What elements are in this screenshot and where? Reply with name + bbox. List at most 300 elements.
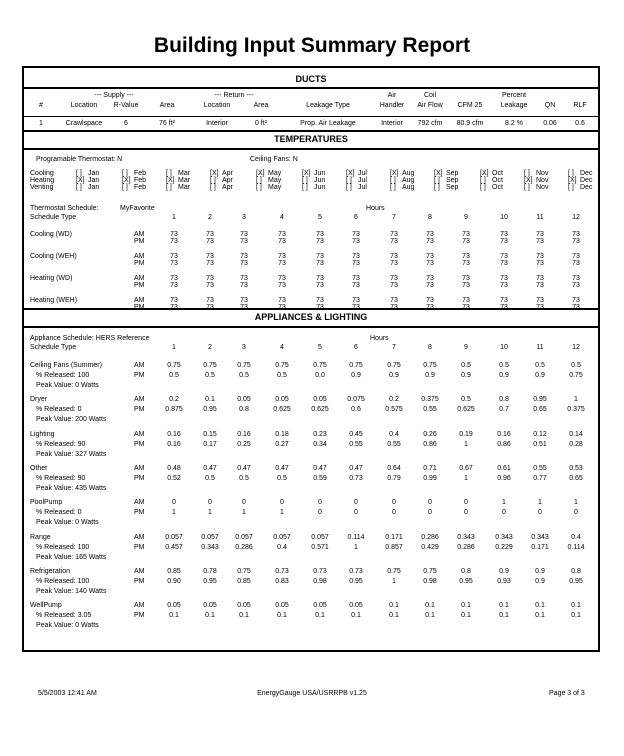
temperatures-header: TEMPERATURES — [274, 134, 348, 144]
am-value: 0.05 — [237, 396, 251, 404]
pm-label: PM — [134, 406, 145, 414]
am-value: 0.8 — [499, 396, 509, 404]
am-label: AM — [134, 464, 145, 472]
month-checkbox: [ ] — [480, 177, 486, 184]
pm-value: 1 — [172, 509, 176, 517]
hour-column-header: 12 — [572, 344, 580, 351]
pm-value: 73 — [352, 304, 360, 311]
month-checkbox: [ ] — [568, 170, 574, 177]
am-value: 0.8 — [571, 567, 581, 575]
am-value: 0.16 — [167, 430, 181, 438]
am-value: 73 — [500, 231, 508, 238]
am-value: 0.1 — [461, 602, 471, 610]
am-value: 73 — [536, 297, 544, 304]
am-value: 73 — [390, 297, 398, 304]
am-value: 0 — [354, 499, 358, 507]
ducts-cell: Interior — [381, 120, 403, 127]
am-value: 0.05 — [313, 396, 327, 404]
am-value: 0.64 — [387, 464, 401, 472]
month-name: Apr — [222, 184, 233, 191]
am-value: 0.1 — [205, 396, 215, 404]
month-checkbox: [ ] — [166, 170, 172, 177]
am-value: 1 — [574, 396, 578, 404]
am-value: 0.73 — [313, 567, 327, 575]
ducts-cell: 1 — [39, 120, 43, 127]
pm-value: 73 — [316, 260, 324, 267]
month-checkbox: [X] — [256, 170, 265, 177]
month-name: Dec — [580, 170, 593, 177]
am-value: 73 — [426, 275, 434, 282]
pm-value: 1 — [392, 577, 396, 585]
am-value: 0.75 — [275, 362, 289, 369]
pm-value: 73 — [572, 282, 580, 289]
am-value: 0.75 — [313, 362, 327, 369]
pm-value: 73 — [500, 304, 508, 311]
am-value: 0.9 — [535, 567, 545, 575]
month-checkbox: [ ] — [122, 184, 128, 191]
am-value: 73 — [170, 231, 178, 238]
ducts-group-label: --- Return --- — [214, 92, 254, 99]
ducts-column-header: CFM 25 — [457, 102, 483, 109]
ducts-header: DUCTS — [295, 74, 327, 84]
am-value: 0.5 — [535, 362, 545, 369]
pm-value: 0.9 — [535, 372, 545, 379]
pm-value: 0.1 — [389, 612, 399, 620]
appliance-released: % Released: 90 — [36, 474, 86, 482]
am-value: 0 — [318, 499, 322, 507]
month-checkbox: [ ] — [568, 184, 574, 191]
ducts-cell: Prop. Air Leakage — [300, 120, 356, 127]
pm-value: 0.95 — [203, 406, 217, 414]
am-value: 0.75 — [387, 362, 401, 369]
pm-value: 0.1 — [277, 612, 287, 620]
pm-value: 0.857 — [385, 543, 403, 551]
am-value: 0.78 — [203, 567, 217, 575]
appliance-peak-value: Peak Value: 140 Watts — [36, 587, 107, 595]
month-checkbox: [X] — [210, 170, 219, 177]
appliances-header-divider — [24, 326, 598, 328]
month-name: Apr — [222, 177, 233, 184]
month-name: Dec — [580, 184, 593, 191]
programmable-thermostat: Programable Thermostat: N — [36, 156, 123, 163]
pm-value: 73 — [352, 282, 360, 289]
pm-value: 0.5 — [205, 474, 215, 482]
am-value: 0.1 — [535, 602, 545, 610]
am-label: AM — [134, 253, 145, 260]
month-checkbox: [X] — [122, 177, 131, 184]
pm-value: 73 — [170, 282, 178, 289]
pm-value: 0.6 — [351, 406, 361, 414]
am-value: 0.1 — [425, 602, 435, 610]
pm-value: 0.0 — [315, 372, 325, 379]
appliance-name: Lighting — [30, 430, 55, 438]
ducts-column-header: Leakage — [500, 102, 528, 109]
pm-value: 0.28 — [569, 440, 583, 448]
footer-date: 5/5/2003 12:41 AM — [38, 690, 97, 697]
month-name: Nov — [536, 184, 549, 191]
am-value: 0.18 — [275, 430, 289, 438]
pm-label: PM — [134, 440, 145, 448]
pm-value: 73 — [206, 282, 214, 289]
am-value: 73 — [536, 275, 544, 282]
pm-value: 0.375 — [567, 406, 585, 414]
am-value: 0.057 — [273, 533, 291, 541]
am-value: 0.075 — [347, 396, 365, 404]
am-value: 0.8 — [461, 567, 471, 575]
pm-value: 73 — [426, 238, 434, 245]
am-value: 0.75 — [237, 567, 251, 575]
month-checkbox: [ ] — [524, 170, 530, 177]
am-value: 0.75 — [237, 362, 251, 369]
am-value: 0.5 — [499, 362, 509, 369]
pm-label: PM — [134, 612, 145, 620]
ducts-column-header: RLF — [573, 102, 587, 109]
hour-column-header: 3 — [242, 344, 246, 351]
pm-value: 1 — [208, 509, 212, 517]
pm-value: 0 — [428, 509, 432, 517]
month-checkbox: [ ] — [434, 177, 440, 184]
pm-value: 73 — [536, 260, 544, 267]
am-value: 0.47 — [237, 464, 251, 472]
am-value: 0.4 — [389, 430, 399, 438]
ducts-column-header: R-Value — [113, 102, 139, 109]
pm-value: 73 — [500, 260, 508, 267]
am-value: 73 — [352, 275, 360, 282]
month-name: Mar — [178, 184, 191, 191]
temperatures-header-divider — [24, 148, 598, 150]
pm-value: 0.99 — [423, 474, 437, 482]
pm-value: 73 — [426, 304, 434, 311]
am-value: 0.2 — [389, 396, 399, 404]
pm-value: 0.59 — [313, 474, 327, 482]
pm-value: 73 — [278, 304, 286, 311]
report-title: Building Input Summary Report — [153, 34, 471, 57]
am-value: 73 — [278, 275, 286, 282]
am-value: 0.343 — [531, 533, 549, 541]
pm-value: 0.625 — [273, 406, 291, 414]
am-value: 73 — [316, 231, 324, 238]
am-label: AM — [134, 362, 145, 369]
pm-value: 73 — [500, 238, 508, 245]
am-value: 73 — [170, 253, 178, 260]
appliance-peak-value: Peak Value: 0 Watts — [36, 382, 99, 389]
am-value: 73 — [462, 231, 470, 238]
am-value: 0.47 — [203, 464, 217, 472]
am-value: 0.057 — [165, 533, 183, 541]
month-name: Jan — [88, 177, 100, 184]
am-value: 0 — [242, 499, 246, 507]
ducts-column-header: Location — [70, 102, 98, 109]
am-value: 0.343 — [457, 533, 475, 541]
ducts-column-header: Air Flow — [417, 102, 443, 109]
am-value: 0.057 — [235, 533, 253, 541]
pm-value: 1 — [354, 543, 358, 551]
month-name: Jan — [88, 170, 100, 177]
thermostat-schedule-label: Thermostat Schedule: — [30, 205, 99, 212]
pm-value: 0.16 — [167, 440, 181, 448]
month-checkbox: [ ] — [166, 184, 172, 191]
month-checkbox: [X] — [166, 177, 175, 184]
appliances-hours-label: Hours — [370, 335, 389, 342]
am-value: 73 — [462, 275, 470, 282]
am-value: 73 — [206, 253, 214, 260]
pm-value: 0.9 — [535, 577, 545, 585]
month-name: Sep — [446, 177, 459, 184]
am-value: 0.9 — [499, 567, 509, 575]
am-value: 73 — [278, 297, 286, 304]
am-value: 73 — [572, 275, 580, 282]
hour-column-header: 11 — [536, 344, 544, 351]
am-label: AM — [134, 231, 145, 238]
ducts-cell: 792 cfm — [417, 120, 443, 127]
pm-value: 73 — [426, 282, 434, 289]
month-name: Apr — [222, 170, 233, 177]
pm-value: 0.575 — [385, 406, 403, 414]
thermostat-row-name: Cooling (WEH) — [30, 253, 77, 260]
appliance-released: % Released: 3.05 — [36, 612, 92, 620]
am-value: 73 — [390, 253, 398, 260]
pm-value: 0.9 — [461, 372, 471, 379]
appliance-peak-value: Peak Value: 0 Watts — [36, 622, 99, 630]
am-value: 73 — [240, 253, 248, 260]
month-checkbox: [ ] — [390, 177, 396, 184]
pm-value: 0.875 — [165, 406, 183, 414]
footer-page-number: Page 3 of 3 — [549, 690, 585, 697]
am-label: AM — [134, 430, 145, 438]
ducts-cell: 8.2 % — [505, 120, 523, 127]
hour-column-header: 9 — [464, 344, 468, 351]
ducts-cell: 80.9 cfm — [456, 120, 484, 127]
am-value: 73 — [206, 297, 214, 304]
am-value: 0.45 — [349, 430, 363, 438]
pm-value: 0.95 — [203, 577, 217, 585]
pm-value: 0.85 — [237, 577, 251, 585]
pm-value: 0.1 — [169, 612, 179, 620]
season-label: Venting — [30, 184, 54, 191]
pm-value: 0 — [392, 509, 396, 517]
ducts-column-header: Area — [253, 102, 269, 109]
pm-value: 0.1 — [571, 612, 581, 620]
ducts-cell: 6 — [124, 120, 128, 127]
pm-value: 0.457 — [165, 543, 183, 551]
ducts-cell: 0.06 — [543, 120, 557, 127]
am-value: 73 — [316, 275, 324, 282]
pm-value: 0 — [574, 509, 578, 517]
am-value: 73 — [352, 253, 360, 260]
am-value: 0.48 — [167, 464, 181, 472]
pm-value: 0.286 — [457, 543, 475, 551]
appliance-released: % Released: 100 — [36, 577, 90, 585]
ducts-cell: 76 ft² — [159, 120, 175, 127]
pm-value: 0.4 — [277, 543, 287, 551]
hour-column-header: 3 — [242, 214, 246, 221]
pm-value: 73 — [352, 238, 360, 245]
hour-column-header: 4 — [280, 214, 284, 221]
am-value: 0.47 — [313, 464, 327, 472]
month-name: Sep — [446, 184, 459, 191]
am-value: 73 — [278, 253, 286, 260]
appliance-released: % Released: 100 — [36, 372, 90, 379]
month-name: Feb — [134, 170, 147, 177]
pm-value: 73 — [240, 238, 248, 245]
pm-value: 73 — [426, 260, 434, 267]
pm-value: 0.625 — [311, 406, 329, 414]
month-name: Dec — [580, 177, 593, 184]
am-value: 0.375 — [421, 396, 439, 404]
am-value: 0.85 — [167, 567, 181, 575]
month-checkbox: [X] — [524, 177, 533, 184]
appliance-peak-value: Peak Value: 327 Watts — [36, 450, 107, 458]
month-checkbox: [ ] — [346, 177, 352, 184]
am-value: 73 — [572, 231, 580, 238]
am-value: 0 — [392, 499, 396, 507]
pm-value: 0 — [354, 509, 358, 517]
pm-value: 73 — [536, 304, 544, 311]
temperatures-schedule-type-label: Schedule Type — [30, 214, 77, 221]
month-checkbox: [X] — [480, 170, 489, 177]
hour-column-header: 7 — [392, 344, 396, 351]
am-value: 0.286 — [421, 533, 439, 541]
am-value: 73 — [500, 297, 508, 304]
month-checkbox: [X] — [390, 170, 399, 177]
thermostat-row-name: Heating (WD) — [30, 275, 73, 282]
ducts-group-label: Coil — [423, 92, 437, 99]
pm-value: 0.77 — [533, 474, 547, 482]
appliances-schedule-type-label: Schedule Type — [30, 344, 77, 351]
pm-value: 0.9 — [351, 372, 361, 379]
ducts-column-header: Location — [203, 102, 231, 109]
pm-value: 0.571 — [311, 543, 329, 551]
pm-label: PM — [134, 260, 145, 267]
thermostat-row-name: Heating (WEH) — [30, 297, 78, 304]
pm-value: 73 — [462, 260, 470, 267]
hour-column-header: 10 — [500, 344, 508, 351]
pm-value: 0.27 — [275, 440, 289, 448]
pm-value: 0.8 — [239, 406, 249, 414]
appliance-name: Range — [30, 533, 51, 541]
hour-column-header: 11 — [536, 214, 544, 221]
month-name: Aug — [402, 184, 415, 191]
month-checkbox: [X] — [302, 170, 311, 177]
pm-value: 0.1 — [351, 612, 361, 620]
pm-value: 0.625 — [457, 406, 475, 414]
am-value: 1 — [538, 499, 542, 507]
ducts-column-header: # — [39, 102, 43, 109]
pm-value: 73 — [390, 260, 398, 267]
pm-value: 73 — [278, 260, 286, 267]
am-value: 0.057 — [311, 533, 329, 541]
appliance-schedule-label: Appliance Schedule: HERS Reference — [30, 335, 150, 342]
pm-value: 0.75 — [569, 372, 583, 379]
footer-software: EnergyGauge USA/USRRPB v1.25 — [257, 690, 367, 697]
am-label: AM — [134, 396, 145, 404]
am-value: 0.1 — [389, 602, 399, 610]
month-name: Jun — [314, 177, 326, 184]
am-value: 0.05 — [237, 602, 251, 610]
ducts-row-divider — [24, 116, 598, 117]
appliance-peak-value: Peak Value: 200 Watts — [36, 416, 107, 424]
am-value: 0.14 — [569, 430, 583, 438]
am-value: 1 — [574, 499, 578, 507]
pm-value: 0.1 — [205, 612, 215, 620]
pm-value: 73 — [390, 282, 398, 289]
report-frame — [22, 66, 600, 652]
am-value: 0.15 — [203, 430, 217, 438]
pm-value: 0.95 — [349, 577, 363, 585]
am-value: 73 — [536, 231, 544, 238]
pm-value: 0.83 — [275, 577, 289, 585]
pm-value: 1 — [464, 474, 468, 482]
pm-value: 73 — [536, 282, 544, 289]
am-value: 0.73 — [349, 567, 363, 575]
month-name: May — [268, 170, 282, 177]
am-value: 0.05 — [203, 602, 217, 610]
am-value: 73 — [426, 253, 434, 260]
ceiling-fans: Ceiling Fans: N — [250, 156, 298, 163]
month-checkbox: [X] — [346, 170, 355, 177]
pm-value: 0.9 — [425, 372, 435, 379]
am-value: 73 — [426, 297, 434, 304]
temperatures-top-divider — [24, 130, 598, 132]
pm-value: 0.7 — [499, 406, 509, 414]
pm-value: 0.73 — [349, 474, 363, 482]
appliance-released: % Released: 0 — [36, 406, 82, 414]
temperatures-hours-label: Hours — [366, 205, 385, 212]
ducts-group-label: Air — [387, 92, 397, 99]
am-value: 0.1 — [571, 602, 581, 610]
pm-value: 0.52 — [167, 474, 181, 482]
pm-value: 73 — [316, 282, 324, 289]
am-label: AM — [134, 533, 145, 541]
pm-label: PM — [134, 577, 145, 585]
pm-value: 0.86 — [497, 440, 511, 448]
hour-column-header: 5 — [318, 214, 322, 221]
am-value: 73 — [390, 275, 398, 282]
am-value: 0.16 — [497, 430, 511, 438]
pm-value: 0.9 — [389, 372, 399, 379]
pm-value: 73 — [170, 304, 178, 311]
am-value: 73 — [536, 253, 544, 260]
month-checkbox: [X] — [434, 170, 443, 177]
hour-column-header: 7 — [392, 214, 396, 221]
pm-label: PM — [134, 474, 145, 482]
pm-value: 73 — [572, 238, 580, 245]
month-name: Aug — [402, 170, 415, 177]
month-name: Jul — [358, 184, 367, 191]
am-value: 0.05 — [275, 396, 289, 404]
hour-column-header: 2 — [208, 344, 212, 351]
am-value: 0 — [172, 499, 176, 507]
month-checkbox: [ ] — [210, 184, 216, 191]
pm-value: 1 — [464, 440, 468, 448]
am-value: 0 — [428, 499, 432, 507]
month-checkbox: [ ] — [302, 184, 308, 191]
pm-value: 1 — [280, 509, 284, 517]
am-value: 73 — [572, 253, 580, 260]
pm-value: 73 — [316, 304, 324, 311]
am-value: 73 — [240, 275, 248, 282]
ducts-column-header: Handler — [379, 102, 405, 109]
pm-label: PM — [134, 304, 145, 311]
ducts-cell: 0 ft² — [254, 120, 268, 127]
pm-value: 0 — [538, 509, 542, 517]
month-name: Jun — [314, 184, 326, 191]
appliance-name: WellPump — [30, 602, 62, 610]
pm-value: 0.114 — [567, 543, 585, 551]
pm-value: 0.86 — [423, 440, 437, 448]
am-value: 0.114 — [347, 533, 365, 541]
pm-value: 0.17 — [203, 440, 217, 448]
